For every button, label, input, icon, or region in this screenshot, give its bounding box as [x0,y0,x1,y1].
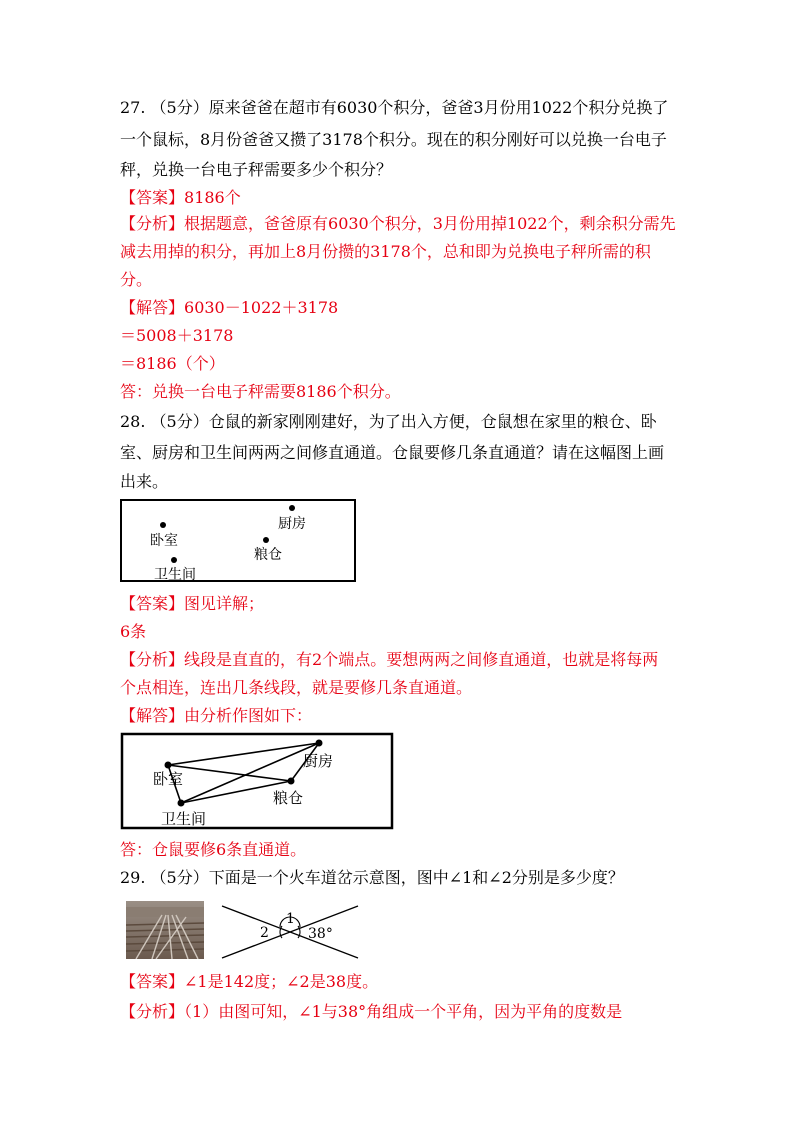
q27-line-3: 秤，兑换一台电子秤需要多少个积分？ [120,160,393,179]
kitchen-point [316,740,323,747]
railway-switch-photo [126,901,204,959]
solution-tag: 【解答】 [120,706,185,725]
granary-point [263,537,269,543]
q28-line-1: 28. （5分）仓鼠的新家刚刚建好，为了出入方便，仓鼠想在家里的粮仓、卧 [120,412,657,431]
q27-solution-3: ＝8186（个） [120,354,225,373]
solution-text: 由分析作图如下： [184,706,313,725]
answer-tag: 【答案】 [120,972,185,991]
bedroom-granary-path [168,765,291,781]
answer-tag: 【答案】 [120,188,185,207]
answer-text: ∠1是142度；∠2是38度。 [184,972,379,991]
angle-1-label: 1 [286,911,295,927]
answer-tag: 【答案】 [120,594,185,613]
bedroom-point [165,762,172,769]
q27-line-2: 一个鼠标，8月份爸爸又攒了3178个积分。现在的积分刚好可以兑换一台电子 [120,130,667,149]
kitchen-label: 厨房 [303,752,334,770]
q27-reply: 答：兑换一台电子秤需要8186个积分。 [120,382,401,401]
q28-solution [120,706,312,726]
q27-analysis-1 [120,214,676,234]
granary-label: 粮仓 [254,547,282,563]
angle-38-label: 38° [308,926,333,942]
q29-line-1: 29. （5分）下面是一个火车道岔示意图，图中∠1和∠2分别是多少度？ [120,868,624,887]
q29-analysis-1 [120,1002,622,1022]
connected-rooms-figure [120,732,394,830]
q28-analysis-1 [120,650,658,670]
q27-line-1: 27. （5分）原来爸爸在超市有6030个积分，爸爸3月份用1022个积分兑换了 [120,98,669,117]
q27-solution-2: ＝5008＋3178 [120,326,234,345]
analysis-text: （1）由图可知，∠1与38°角组成一个平角，因为平角的度数是 [184,1002,623,1021]
q28-analysis-2: 个点相连，连出几条线段，就是要修几条直通道。 [120,678,473,697]
granary-label: 粮仓 [273,789,304,807]
solution-text: 6030－1022＋3178 [184,298,339,317]
analysis-tag: 【分析】 [120,1002,185,1021]
switch-angle-diagram [220,904,360,960]
bathroom-point [171,557,177,563]
bedroom-label: 卧室 [153,770,184,788]
kitchen-point [289,505,295,511]
analysis-tag: 【分析】 [120,214,185,233]
q27-analysis-3: 分。 [120,270,153,289]
bathroom-label: 卫生间 [161,810,207,828]
answer-text: 图见详解； [184,594,265,613]
bedroom-kitchen-path [168,743,319,765]
kitchen-label: 厨房 [278,516,306,532]
q28-line-3: 出来。 [120,472,169,491]
q27-answer [120,188,241,208]
q28-answer-2: 6条 [120,622,147,641]
bedroom-point [160,522,166,528]
q28-reply: 答：仓鼠要修6条直通道。 [120,840,307,859]
bathroom-label: 卫生间 [154,567,196,583]
q27-analysis-2: 减去用掉的积分，再加上8月份攒的3178个，总和即为兑换电子秤所需的积 [120,242,651,261]
angle-2-label: 2 [260,925,269,941]
analysis-tag: 【分析】 [120,650,185,669]
room-layout-figure [120,499,356,583]
bedroom-label: 卧室 [150,533,178,549]
q28-answer-1 [120,594,264,614]
q29-answer [120,972,378,992]
analysis-text: 线段是直直的，有2个端点。要想两两之间修直通道，也就是将每两 [184,650,659,669]
analysis-text: 根据题意，爸爸原有6030个积分，3月份用掉1022个，剩余积分需先 [184,214,676,233]
solution-tag: 【解答】 [120,298,185,317]
granary-point [288,778,295,785]
bathroom-point [178,800,185,807]
q27-solution-1 [120,298,338,318]
answer-text: 8186个 [184,188,241,207]
q28-line-2: 室、厨房和卫生间两两之间修直通道。仓鼠要修几条直通道？请在这幅图上画 [120,443,665,462]
